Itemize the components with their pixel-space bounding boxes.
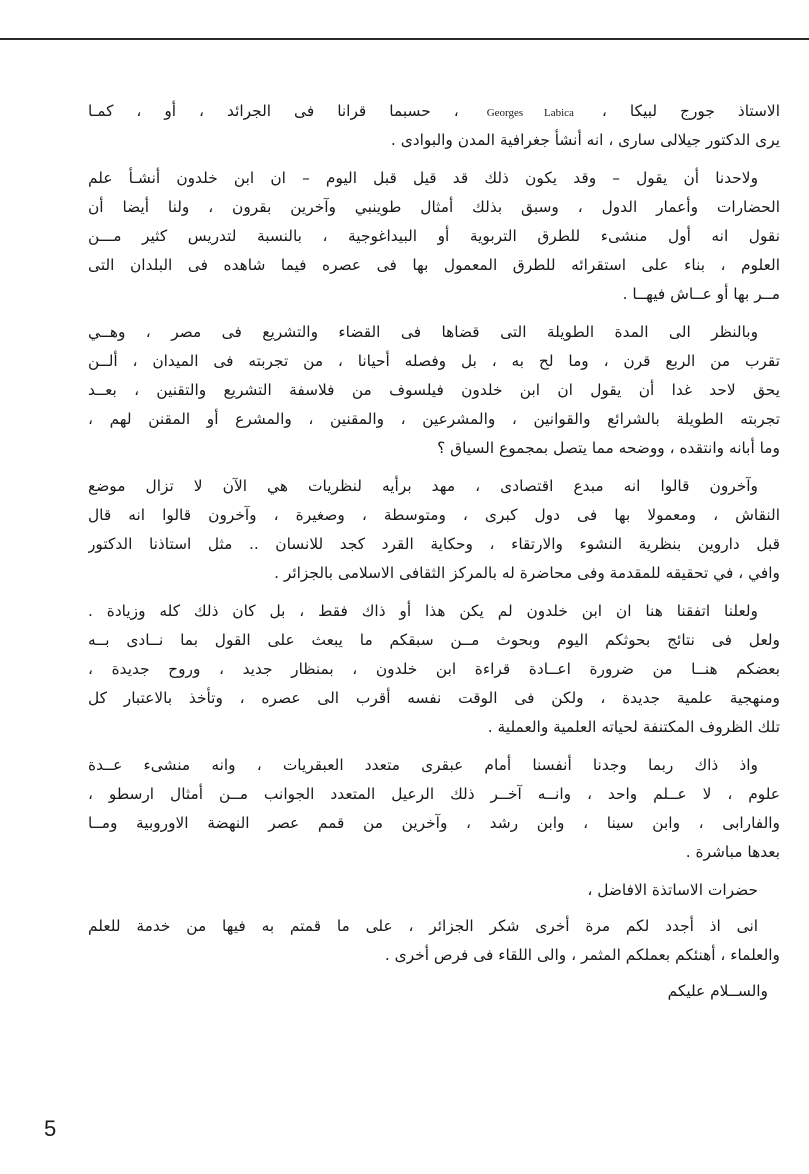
page-number: 5 bbox=[44, 1116, 57, 1141]
paragraph-line: ولعل فى نتائج بحوثكم اليوم وبحوث مــن سبقكم ما يبعث على القول بما نــادى بــه bbox=[88, 631, 780, 649]
paragraph-line: نقول انه أول منشىء للطرق التربوية أو البيداغوجية ، بالنسبة لتدريس كثير مـــن bbox=[88, 227, 780, 245]
paragraph bbox=[88, 597, 780, 742]
top-rule bbox=[0, 38, 809, 40]
latin-name: Georges Labica bbox=[486, 107, 574, 119]
paragraph-line: بعدها مباشرة . bbox=[685, 843, 780, 861]
paragraph-line: العلوم ، بناء على استقرائه للطرق المعمول بها فى عصره فيما شاهده فى البلدان التى bbox=[88, 256, 780, 274]
paragraph-line: بعضكم هنــا من ضرورة اعــادة قراءة ابن خلدون ، بمنظار جديد ، وروح جديدة ، bbox=[88, 660, 780, 678]
paragraph-line: انى اذ أجدد لكم مرة أخرى شكر الجزائر ، على ما قمتم به فيها من خدمة للعلم bbox=[88, 917, 758, 935]
sign-off: والســلام عليكم bbox=[667, 982, 768, 1000]
paragraph-line: واذ ذاك ربما وجدنا أنفسنا أمام عبقرى متعدد العبقريات ، وانه منشىء عــدة bbox=[88, 756, 758, 774]
paragraph-line: ومنهجية علمية جديدة ، ولكن فى الوقت نفسه أقرب الى عصره ، وتأخذ بالاعتبار كل bbox=[88, 689, 780, 707]
paragraph-line: وبالنظر الى المدة الطويلة التى قضاها فى القضاء والتشريع فى مصر ، وهــي bbox=[88, 323, 758, 341]
opening-text-a: الاستاذ جورج لبيكا ، bbox=[601, 102, 780, 120]
salutation-line: حضرات الاساتذة الافاضل ، bbox=[587, 881, 758, 899]
salutation bbox=[88, 876, 780, 905]
paragraph-line bbox=[88, 97, 780, 126]
paragraph-line: وآخرون قالوا انه مبدع اقتصادى ، مهد برأيه لنظريات هي الآن لا تزال موضع bbox=[88, 477, 758, 495]
paragraph-line: والفارابى ، وابن سينا ، وابن رشد ، وآخرين من قمم عصر النهضة الاوروبية ومــا bbox=[88, 814, 780, 832]
paragraph-line: والعلماء ، أهنئكم بعملكم المثمر ، والى اللقاء فى فرص أخرى . bbox=[384, 946, 780, 964]
paragraph-line: ولعلنا اتفقنا هنا ان ابن خلدون لم يكن هذا أو ذاك فقط ، بل كان ذلك كله وزيادة . bbox=[88, 602, 758, 620]
paragraph-line: يرى الدكتور جيلالى سارى ، انه أنشأ جغرافية المدن والبوادى . bbox=[390, 131, 780, 149]
paragraph bbox=[88, 164, 780, 309]
page-body bbox=[88, 97, 780, 1006]
paragraph-line: ولاحدنا أن يقول – وقد يكون ذلك قد قيل قبل اليوم – ان ابن خلدون أنشـأ علم bbox=[88, 169, 758, 187]
paragraph-line: تقرب من الربع قرن ، وما لح به ، بل وفصله أحيانا ، من تجربته فى الميدان ، ألــن bbox=[88, 352, 780, 370]
paragraph-line: تجربته الطويلة بالشرائع والقوانين ، والمشرعين ، والمقنين ، والمشرع أو المقنن لهم ، bbox=[88, 410, 780, 428]
paragraph-line: تلك الظروف المكتنفة لحياته العلمية والعملية . bbox=[487, 718, 780, 736]
paragraph-line: علوم ، لا عــلم واحد ، وانــه آخــر ذلك الرعيل المتعدد الجوانب مــن أمثال ارسطو ، bbox=[88, 785, 780, 803]
paragraph-line: وما أبانه وانتقده ، ووضحه مما يتصل بمجموع السياق ؟ bbox=[437, 439, 780, 457]
paragraph-line: الحضارات وأعمار الدول ، وسبق بذلك أمثال طوينبي وآخرين بقرون ، ولنا أيضا أن bbox=[88, 198, 780, 216]
opening-paragraph bbox=[88, 97, 780, 155]
paragraph-line: مــر بها أو عــاش فيهــا . bbox=[622, 285, 780, 303]
paragraph bbox=[88, 472, 780, 588]
paragraph-line: وافي ، في تحقيقه للمقدمة وفى محاضرة له بالمركز الثقافى الاسلامى بالجزائر . bbox=[274, 564, 780, 582]
closing-paragraph bbox=[88, 912, 780, 970]
paragraph-line: يحق لاحد غدا أن يقول ان ابن خلدون فيلسوف من فلاسفة التشريع والتقنين ، بعــد bbox=[88, 381, 780, 399]
paragraph-line: قبل داروين بنظرية النشوء والارتقاء ، وحكاية القرد كجد للانسان .. مثل استاذنا الدكتور bbox=[88, 535, 780, 553]
paragraph-line: النقاش ، ومعمولا بها فى دول كبرى ، ومتوسطة ، وصغيرة ، وآخرون قالوا انه قال bbox=[88, 506, 780, 524]
paragraph bbox=[88, 751, 780, 867]
paragraph bbox=[88, 318, 780, 463]
opening-text-b: ، حسبما قرانا فى الجرائد ، أو ، كمـا bbox=[88, 102, 459, 120]
